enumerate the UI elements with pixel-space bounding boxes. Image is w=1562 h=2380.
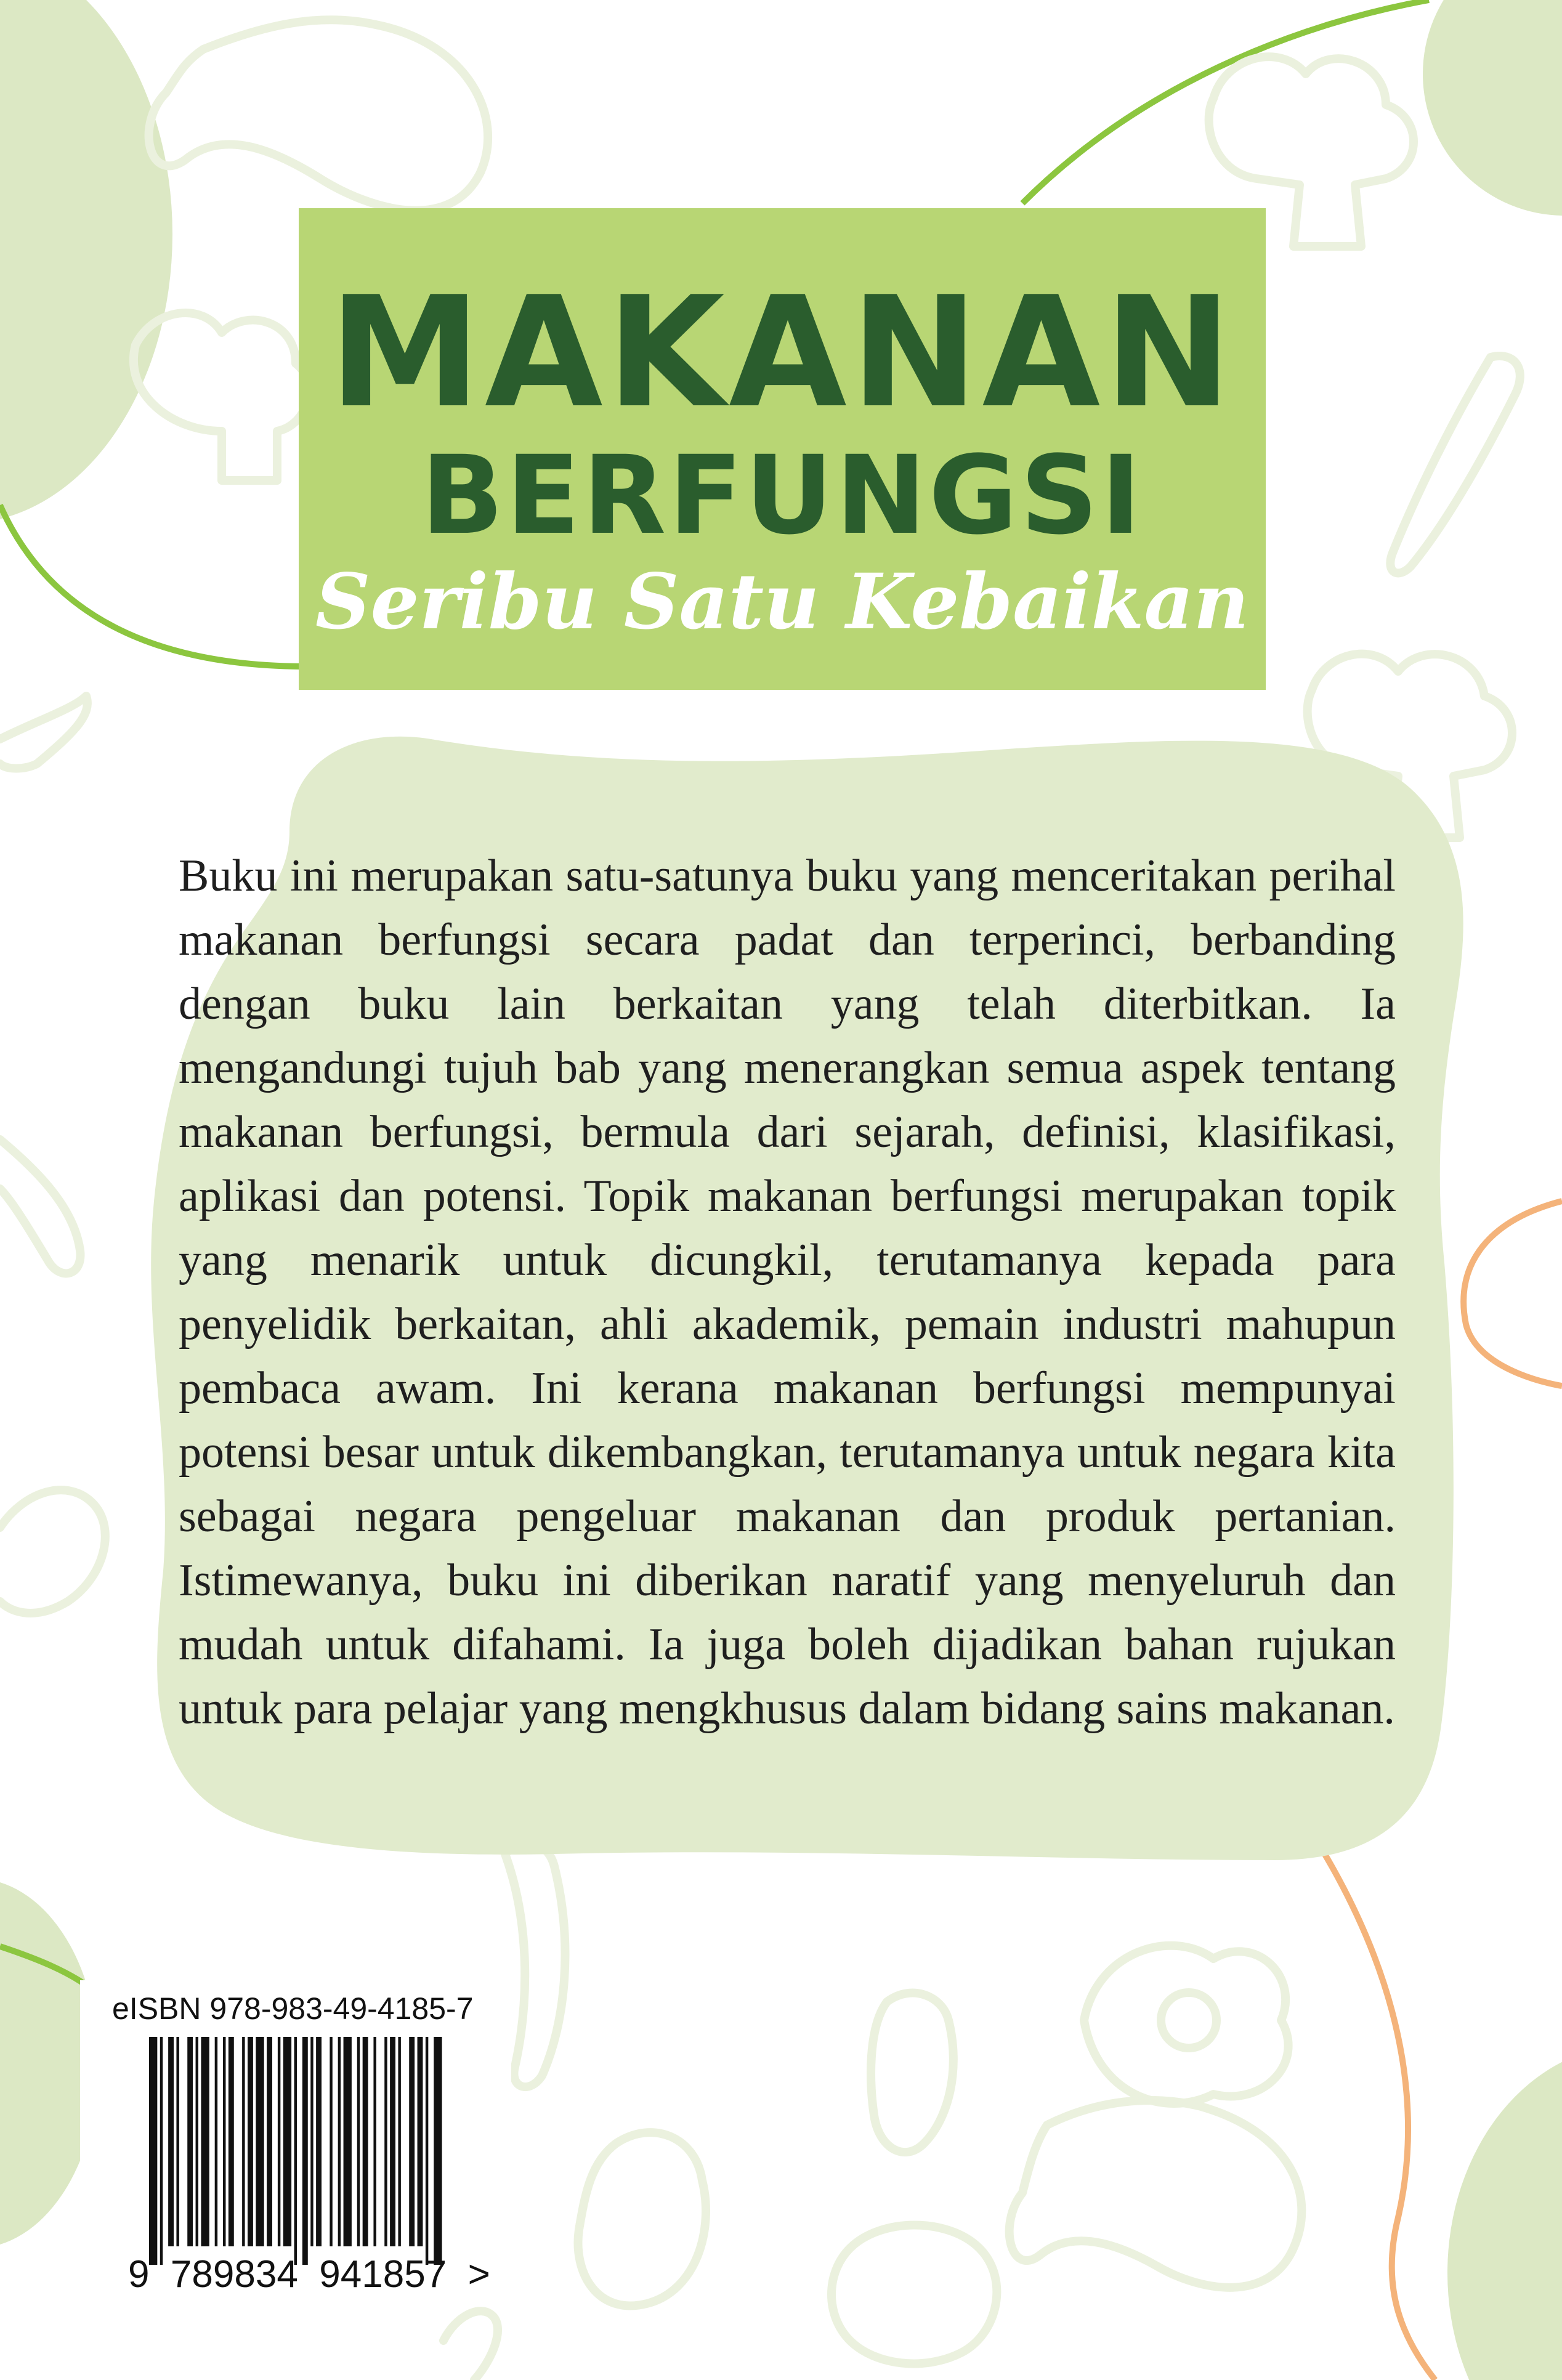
- barcode-bar: [418, 2037, 423, 2246]
- book-subtitle: BERFUNGSI: [421, 432, 1144, 559]
- barcode-bar: [256, 2037, 264, 2246]
- chili-icon: [505, 1844, 565, 2087]
- eggplant-icon: [149, 20, 488, 211]
- barcode-bar: [409, 2037, 415, 2246]
- orange-accent-curve-bottom: [1293, 1805, 1435, 2380]
- barcode-bar: [302, 2037, 308, 2265]
- green-accent-curve-top-right: [1022, 0, 1429, 203]
- barcode-bar: [168, 2037, 174, 2246]
- green-accent-curve-left: [0, 505, 302, 666]
- chili-icon: [0, 1139, 80, 1273]
- eggplant-icon: [1010, 2100, 1302, 2288]
- egg-yolk-icon: [1161, 1993, 1216, 2048]
- chili-icon: [1390, 356, 1520, 573]
- eggplant-icon: [0, 1490, 105, 1613]
- barcode-bar: [223, 2037, 225, 2246]
- fried-egg-icon: [1084, 1946, 1289, 2103]
- background-circle-bottom-right: [1447, 2045, 1562, 2380]
- barcode-bar: [215, 2037, 217, 2246]
- broccoli-icon: [134, 313, 309, 480]
- barcode-bar: [187, 2037, 193, 2246]
- barcode-bar: [338, 2037, 341, 2246]
- barcode-bar: [294, 2037, 297, 2265]
- carrot-icon: [0, 696, 87, 769]
- barcode-bar: [357, 2037, 360, 2246]
- barcode-bar: [390, 2037, 395, 2246]
- barcode-icon: [149, 2037, 445, 2265]
- barcode-bar: [278, 2037, 280, 2246]
- pepper-icon: [871, 1993, 953, 2153]
- barcode-bar: [229, 2037, 234, 2246]
- barcode-bar: [434, 2037, 442, 2265]
- background-circle-top-right: [1423, 0, 1562, 216]
- barcode-bar: [196, 2037, 198, 2246]
- barcode-bar: [344, 2037, 352, 2246]
- barcode-bar: [398, 2037, 400, 2246]
- barcode-bar: [176, 2037, 179, 2246]
- background-circle-top-left: [0, 0, 172, 524]
- isbn-label: eISBN 978-983-49-4185-7: [112, 1991, 474, 2026]
- barcode-bar: [310, 2037, 313, 2246]
- avocado-icon: [578, 2132, 706, 2305]
- barcode-bar: [248, 2037, 253, 2246]
- barcode-bar: [149, 2037, 157, 2265]
- title-panel: [299, 208, 1266, 690]
- lemon-icon: [832, 2225, 997, 2364]
- carrot-icon: [443, 2311, 498, 2380]
- book-synopsis: Buku ini merupakan satu-satunya buku yang menceritakan perihal makanan berfungsi secara padat dan terperinci, berbanding dengan buku lain berkaitan yang telah diterbitkan. Ia mengandungi tujuh bab yang menerangkan semua aspek tentang makanan berfungsi, bermula dari sejarah, definisi, klasifikasi, aplikasi dan potensi. Topik makanan berfungsi merupakan topik yang menarik untuk dicungkil, terutamanya kepada para penyelidik berkaitan, ahli akademik, pemain industri mahupun pembaca awam. Ini kerana makanan berfungsi mempunyai potensi besar untuk dikembangkan, terutamanya untuk negara kita sebagai negara pengeluar makanan dan produk pertanian. Istimewanya, buku ini diberikan naratif yang menyeluruh dan mudah untuk difahami. Ia juga boleh dijadikan bahan rujukan untuk para pelajar yang mengkhusus dalam bidang sains makanan.: [179, 851, 1396, 1734]
- barcode-bar: [330, 2037, 332, 2246]
- barcode-bar: [363, 2037, 368, 2246]
- barcode-bar: [316, 2037, 322, 2246]
- isbn-barcode-panel: [80, 1980, 511, 2307]
- barcode-digits: 9 789834 941857 >: [128, 2253, 490, 2296]
- barcode-bar: [201, 2037, 209, 2246]
- barcode-bar: [384, 2037, 387, 2246]
- barcode-bar: [373, 2037, 376, 2246]
- book-tagline: Seribu Satu Kebaikan: [315, 557, 1249, 647]
- barcode-bar: [283, 2037, 291, 2246]
- barcode-bar: [267, 2037, 272, 2246]
- orange-accent-curve-right: [1463, 1201, 1562, 1386]
- barcode-bar: [160, 2037, 163, 2265]
- barcode-bar: [426, 2037, 428, 2265]
- barcode-bar: [242, 2037, 245, 2246]
- book-title: MAKANAN: [329, 264, 1236, 442]
